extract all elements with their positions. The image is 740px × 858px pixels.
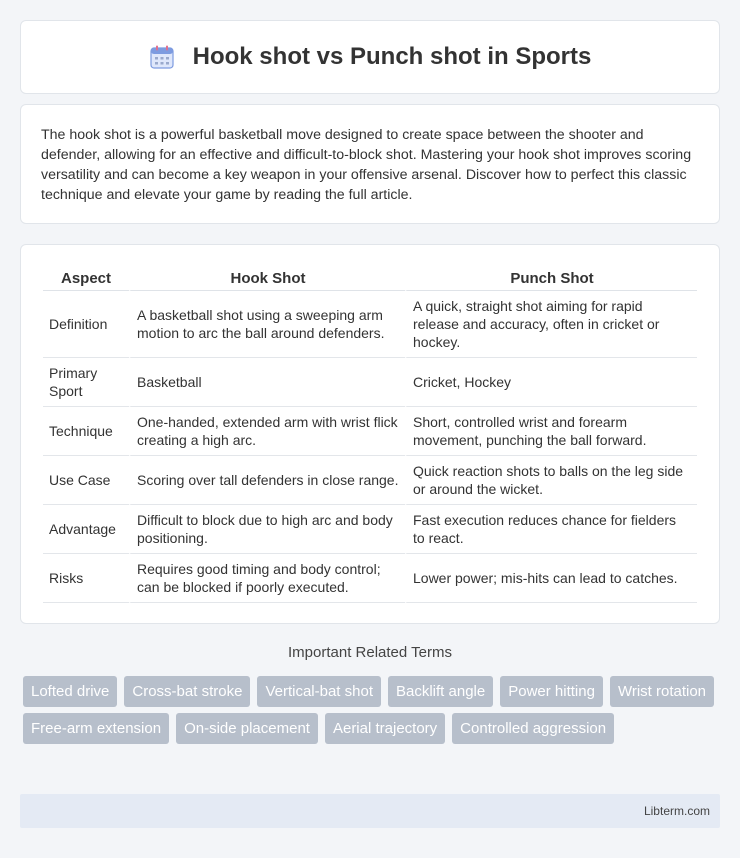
table-row <box>43 554 697 603</box>
footer-site-link[interactable]: Libterm.com <box>643 804 710 818</box>
column-header-punch-shot: Punch Shot <box>405 265 697 291</box>
related-term-tag[interactable]: Lofted drive <box>23 676 117 707</box>
cell-punch-shot: A quick, straight shot aiming for rapid release and accuracy, often in cricket or hockey. <box>405 291 697 358</box>
cell-hook-shot: A basketball shot using a sweeping arm motion to arc the ball around defenders. <box>129 291 405 358</box>
cell-punch-shot: Short, controlled wrist and forearm movement, punching the ball forward. <box>405 407 697 456</box>
cell-hook-shot: Scoring over tall defenders in close range. <box>129 456 405 505</box>
cell-punch-shot: Cricket, Hockey <box>405 358 697 407</box>
cell-punch-shot: Lower power; mis-hits can lead to catches. <box>405 554 697 603</box>
calendar-icon <box>149 44 175 70</box>
intro-text: The hook shot is a powerful basketball move designed to create space between the shooter and defender, allowing for an effective and difficult-to-block shot. Mastering your hook shot improves scoring versatility and can become a key weapon in your offensive arsenal. Discover how to perfect this classic technique and elevate your game by reading the full article. <box>41 127 692 203</box>
table-row <box>43 291 697 358</box>
related-term-tag[interactable]: Cross-bat stroke <box>124 676 250 707</box>
page-title: Hook shot vs Punch shot in Sports <box>192 43 592 70</box>
related-term-tag[interactable]: Free-arm extension <box>23 713 169 744</box>
related-term-tag[interactable]: On-side placement <box>176 713 318 744</box>
cell-aspect: Technique <box>43 407 129 456</box>
cell-aspect: Use Case <box>43 456 129 505</box>
cell-hook-shot: Basketball <box>129 358 405 407</box>
table-row <box>43 358 697 407</box>
footer <box>20 794 720 828</box>
related-term-tag[interactable]: Controlled aggression <box>452 713 614 744</box>
related-term-tag[interactable]: Power hitting <box>500 676 603 707</box>
table-row <box>43 456 697 505</box>
header-card <box>20 20 720 94</box>
cell-aspect: Definition <box>43 291 129 358</box>
related-term-tag[interactable]: Vertical-bat shot <box>257 676 381 707</box>
column-header-aspect: Aspect <box>43 265 129 291</box>
cell-hook-shot: Requires good timing and body control; can be blocked if poorly executed. <box>129 554 405 603</box>
cell-hook-shot: Difficult to block due to high arc and body positioning. <box>129 505 405 554</box>
cell-punch-shot: Fast execution reduces chance for fielders to react. <box>405 505 697 554</box>
table-header-row <box>43 265 697 291</box>
related-term-tag[interactable]: Wrist rotation <box>610 676 714 707</box>
cell-hook-shot: One-handed, extended arm with wrist flick creating a high arc. <box>129 407 405 456</box>
comparison-table <box>43 265 697 603</box>
cell-aspect: Risks <box>43 554 129 603</box>
table-row <box>43 407 697 456</box>
related-term-tag[interactable]: Aerial trajectory <box>325 713 445 744</box>
intro-card <box>20 104 720 224</box>
related-terms-list <box>23 676 723 750</box>
cell-punch-shot: Quick reaction shots to balls on the leg side or around the wicket. <box>405 456 697 505</box>
cell-aspect: Advantage <box>43 505 129 554</box>
column-header-hook-shot: Hook Shot <box>129 265 405 291</box>
related-term-tag[interactable]: Backlift angle <box>388 676 493 707</box>
comparison-table-card <box>20 244 720 624</box>
cell-aspect: Primary Sport <box>43 358 129 407</box>
table-row <box>43 505 697 554</box>
related-terms-title: Important Related Terms <box>288 644 452 661</box>
